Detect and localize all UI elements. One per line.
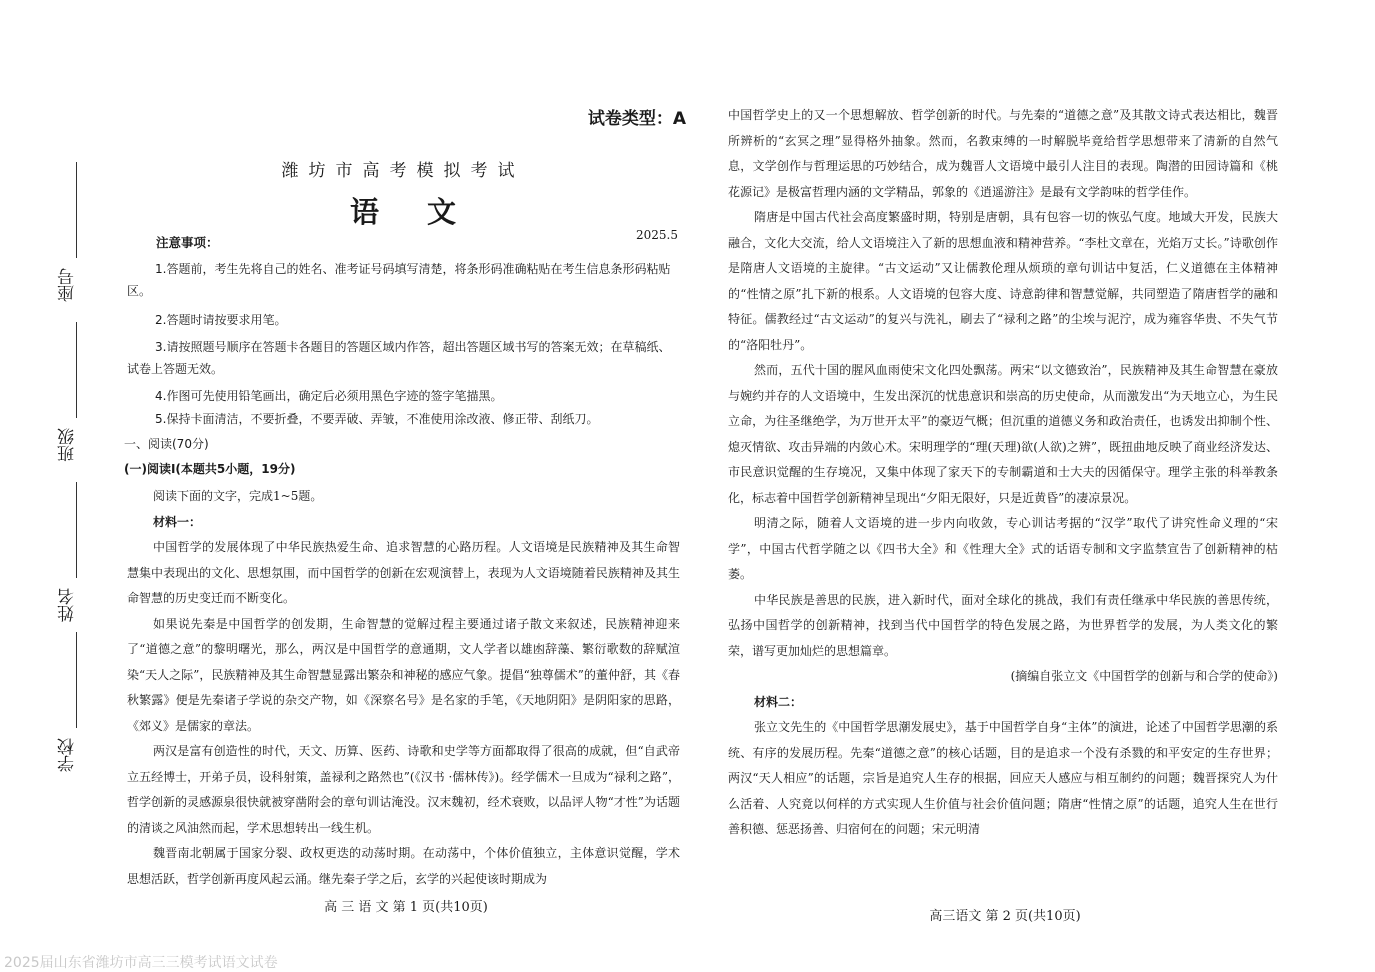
body-paragraph: 中国哲学史上的又一个思想解放、哲学创新的时代。与先秦的“道德之意”及其散文诗式表达相比，魏晋所辨析的“玄冥之理”显得格外抽象。然而，名教束缚的一时解脱毕竟给哲学思想带来了清新的自然气息，文学创作与哲理运思的巧妙结合，成为魏晋人文语境中最引人注目的表现。陶潜的田园诗篇和《桃花源记》是极富哲理内涵的文学精品，郭象的《逍遥游注》是最有文学韵味的哲学佳作。 — [728, 108, 1278, 199]
page2-footer: 高三语文 第 2 页(共10页) — [929, 909, 1081, 924]
notice-list — [127, 336, 680, 380]
material1-label: 材料一： — [153, 514, 202, 529]
body-paragraph: 中国哲学的发展体现了中华民族热爱生命、追求智慧的心路历程。人文语境是民族精神及其生命智慧集中表现出的文化、思想氛围，而中国哲学的创新在宏观演替上，表现为人文语境随着民族精神及其生命智慧的历史变迁而不断变化。 — [127, 540, 680, 605]
body-paragraph: 张立文先生的《中国哲学思潮发展史》，基于中国哲学自身“主体”的演进，论述了中国哲学思潮的系统、有序的发展历程。先秦“道德之意”的核心话题，目的是追求一个没有杀戮的和平安定的生存世界；两汉“天人相应”的话题，宗旨是追究人生存的根据，回应天人感应与相互制约的问题；魏晋探究人为什么活着、人究竟以何样的方式实现人生价值与社会价值问题；隋唐“性情之原”的话题，追究人生在世行善积德、惩恶扬善、归宿何在的问题；宋元明清 — [728, 720, 1278, 836]
name-line — [76, 482, 77, 578]
class-field — [56, 322, 84, 462]
body-paragraph: 然而，五代十国的腥风血雨使宋文化四处飘荡。两宋“以文德致治”，民族精神及其生命智慧在豪放与婉约并存的人文语境中，生发出深沉的忧患意识和崇高的历史使命，从而激发出“为天地立心，为生民立命，为往圣继绝学，为万世开太平”的豪迈气概；但沉重的道德义务和政治责任，也诱发出抑制个性、熄灭情欲、攻击异端的内敛心术。宋明理学的“理(天理)欲(人欲)之辨”，既扭曲地反映了商业经济发达、市民意识觉醒的生存境况，又集中体现了家天下的专制霸道和士大夫的因循保守。理学主张的科举教条化，标志着中国哲学创新精神呈现出“夕阳无限好，只是近黄昏”的凄凉景况。 — [728, 363, 1278, 505]
seat-number-line — [76, 162, 77, 258]
notice-item: 3.请按照题号顺序在答题卡各题目的答题区域内作答，超出答题区域书写的答案无效；在草稿纸、试卷上答题无效。 — [127, 340, 671, 376]
page1-body — [127, 484, 680, 892]
instruction: 阅读下面的文字，完成1~5题。 — [153, 489, 323, 503]
body-paragraph: 两汉是富有创造性的时代，天文、历算、医药、诗歌和史学等方面都取得了很高的成就，但“自武帝立五经博士，开弟子员，设科射策，盖禄利之路然也”(《汉书 ·儒林传》)。经学儒术一旦成为“禄利之路”，哲学创新的灵感源泉很快就被穿凿附会的章句训诂淹没。汉末魏初，经术衰败，以品评人物“才性”为话题的清谈之风油然而起，学术思想转出一线生机。 — [127, 744, 680, 835]
page2-body — [728, 103, 1278, 843]
exam-name: 潍坊市高考模拟考试 — [281, 161, 525, 181]
notice-list — [127, 408, 680, 430]
subsection-heading: (一)阅读Ⅰ(本题共5小题，19分) — [124, 462, 296, 476]
name-field — [56, 482, 84, 622]
notice-item: 2.答题时请按要求用笔。 — [155, 313, 287, 327]
body-paragraph: 中华民族是善思的民族，进入新时代，面对全球化的挑战，我们有责任继承中华民族的善思传统，弘扬中国哲学的创新精神，找到当代中国哲学的特色发展之路，为世界哲学的发展，为人类文化的繁荣，谱写更加灿烂的思想篇章。 — [728, 592, 1278, 658]
name-label: 姓名 — [58, 588, 78, 622]
exam-date: 2025.5 — [636, 228, 678, 242]
source-citation: (摘编自张立文《中国哲学的创新与和合学的使命》) — [1010, 669, 1278, 683]
material2-label: 材料二： — [754, 694, 803, 709]
school-line — [76, 632, 77, 728]
seat-number-label: 座号 — [58, 268, 78, 302]
notice-item: 5.保持卡面清洁，不要折叠，不要弄破、弄皱，不准使用涂改液、修正带、刮纸刀。 — [155, 412, 599, 426]
class-label: 班级 — [58, 428, 78, 462]
paper-type: 试卷类型：A — [587, 109, 686, 129]
seat-number-field — [56, 162, 84, 302]
subject-title: 语文 — [349, 195, 504, 229]
watermark-text: 2025届山东省潍坊市高三三模考试语文试卷 — [4, 955, 278, 971]
notice-item: 1.答题前，考生先将自己的姓名、准考证号码填写清楚，将条形码准确粘贴在考生信息条形码粘贴区。 — [127, 262, 671, 298]
page1-footer: 高 三 语 文 第 1 页(共10页) — [324, 900, 488, 915]
notice-item: 4.作图可先使用铅笔画出，确定后必须用黑色字迹的签字笔描黑。 — [155, 389, 503, 403]
body-paragraph: 如果说先秦是中国哲学的创发期，生命智慧的觉解过程主要通过诸子散文来叙述，民族精神迎来了“道德之意”的黎明曙光，那么，两汉是中国哲学的意通期，文人学者以雄凼辞藻、繁衍歌数的辞赋渲染“天人之际”，民族精神及其生命智慧显露出繁杂和神秘的感应气象。提倡“独尊儒术”的董仲舒，其《春秋繁露》便是先秦诸子学说的杂交产物，如《深察名号》是名家的手笔，《天地阴阳》是阴阳家的思路，《郊义》是儒家的章法。 — [127, 616, 680, 733]
section-heading: 一、阅读(70分) — [124, 437, 209, 451]
school-field — [56, 632, 84, 772]
body-paragraph: 明清之际，随着人文语境的进一步内向收敛，专心训诂考据的“汉学”取代了讲究性命义理的“宋学”，中国古代哲学随之以《四书大全》和《性理大全》式的话语专制和文字监禁宣告了创新精神的枯萎。 — [728, 516, 1278, 581]
body-paragraph: 魏晋南北朝属于国家分裂、政权更迭的动荡时期。在动荡中，个体价值独立，主体意识觉醒，学术思想活跃，哲学创新再度风起云涌。继先秦子学之后，玄学的兴起使该时期成为 — [127, 846, 680, 886]
body-paragraph: 隋唐是中国古代社会高度繁盛时期，特别是唐朝，具有包容一切的恢弘气度。地域大开发，民族大融合，文化大交流，给人文语境注入了新的思想血液和精神营养。“李杜文章在，光焰万丈长。”诗歌创作是隋唐人文语境的主旋律。“古文运动”又让儒教伦理从烦琐的章句训诂中复活，仁义道德在主体精神的“性情之原”扎下新的根系。人文语境的包容大度、诗意韵律和智慧觉解，共同塑造了隋唐哲学的融和特征。儒教经过“古文运动”的复兴与洗礼，刷去了“禄利之路”的尘埃与泥泞，成为雍容华贵、不失气节的“洛阳牡丹”。 — [728, 210, 1278, 352]
notice-list — [127, 258, 680, 302]
notice-list — [127, 309, 680, 331]
class-line — [76, 322, 77, 418]
notice-list — [127, 385, 680, 407]
notice-title: 注意事项： — [156, 235, 219, 250]
school-label: 学校 — [58, 738, 78, 772]
